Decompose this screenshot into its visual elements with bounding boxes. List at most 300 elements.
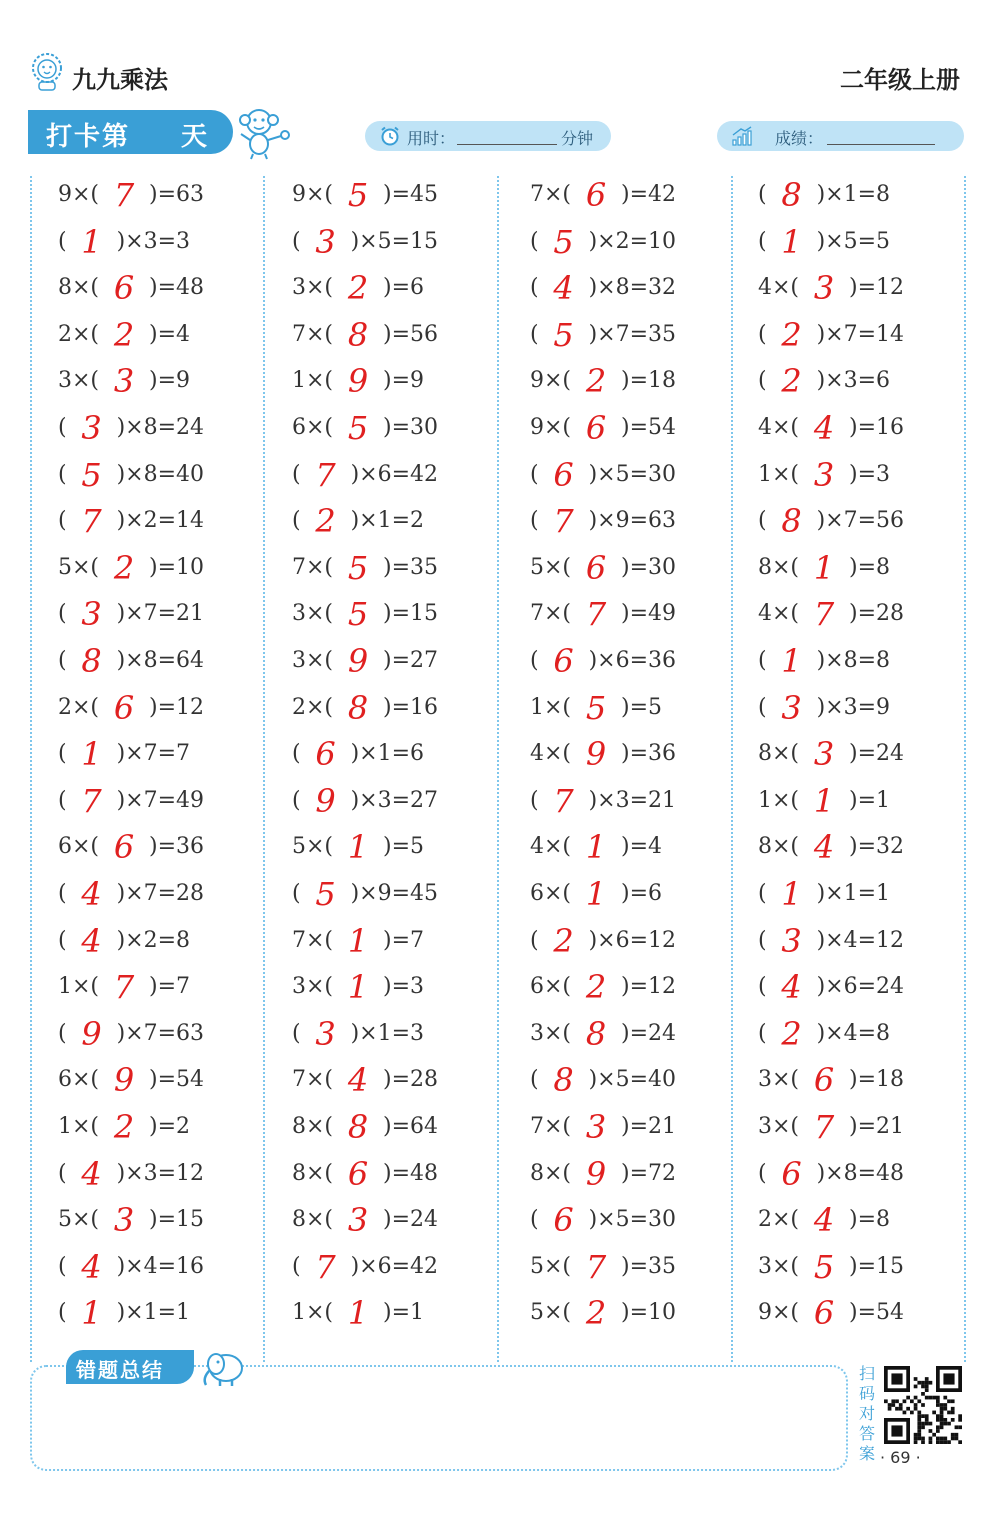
exercise-prefix: ( (58, 228, 67, 254)
exercise-prefix: 3×( (530, 1020, 572, 1046)
exercise-prefix: 8×( (292, 1160, 334, 1186)
exercise-prefix: 7×( (292, 321, 334, 347)
exercise-row (758, 778, 890, 824)
exercise-suffix: )×6=42 (350, 1253, 439, 1279)
exercise-suffix: )×4=8 (816, 1020, 891, 1046)
answer-value[interactable]: 3 (315, 1014, 336, 1053)
exercise-prefix: 8×( (758, 834, 800, 860)
exercise-row (530, 265, 676, 311)
answer-value[interactable]: 7 (113, 176, 135, 214)
exercise-row (292, 638, 438, 684)
exercise-row (58, 1244, 204, 1290)
exercise-prefix: 5×( (530, 1253, 572, 1279)
exercise-prefix: ( (292, 508, 301, 534)
exercise-row (530, 1151, 676, 1197)
bar-chart-icon (731, 126, 753, 146)
exercise-prefix: ( (58, 1253, 67, 1279)
answer-value[interactable]: 4 (813, 828, 835, 867)
exercise-prefix: 6×( (58, 834, 100, 860)
answer-value[interactable]: 8 (347, 315, 369, 354)
exercise-suffix: )=4 (149, 321, 191, 347)
answer-value[interactable]: 8 (781, 176, 802, 214)
exercise-suffix: )×7=28 (116, 881, 205, 906)
exercise-prefix: 8×( (292, 1114, 334, 1139)
answer-value[interactable]: 1 (347, 968, 369, 1007)
answer-value[interactable]: 6 (585, 409, 607, 447)
answer-value[interactable]: 5 (585, 688, 607, 727)
exercise-prefix: ( (530, 648, 539, 673)
exercise-prefix: 7×( (530, 1114, 572, 1139)
time-input-line[interactable] (457, 144, 557, 145)
exercise-suffix: )=63 (149, 182, 205, 207)
exercise-suffix: )×8=24 (116, 415, 205, 440)
exercise-row (758, 1151, 904, 1197)
exercise-suffix: )=7 (383, 927, 425, 953)
answer-value[interactable]: 7 (585, 595, 607, 634)
exercise-suffix: )=15 (149, 1207, 205, 1233)
exercise-prefix: ( (530, 787, 539, 813)
exercise-suffix: )=3 (849, 461, 891, 487)
exercise-suffix: )=8 (849, 1207, 891, 1233)
answer-value[interactable]: 4 (347, 1061, 369, 1100)
exercise-prefix: 4×( (530, 834, 572, 860)
exercise-suffix: )=48 (149, 275, 205, 301)
answer-value[interactable]: 8 (347, 688, 369, 727)
exercise-row (758, 1057, 904, 1103)
exercise-row (530, 1057, 676, 1103)
exercise-row (292, 1057, 438, 1103)
answer-value[interactable]: 1 (347, 921, 369, 960)
exercise-row (758, 1290, 904, 1336)
exercise-row (58, 312, 190, 358)
exercise-prefix: 5×( (530, 1300, 572, 1326)
answer-value[interactable]: 5 (553, 222, 574, 261)
exercise-row (292, 1244, 438, 1290)
exercise-row (758, 1244, 904, 1290)
exercise-row (58, 1151, 204, 1197)
exercise-suffix: )×8=64 (116, 648, 205, 673)
exercise-suffix: )=54 (849, 1300, 905, 1326)
exercise-suffix: )×1=8 (816, 182, 891, 207)
answer-value[interactable]: 5 (813, 1247, 835, 1286)
exercise-suffix: )×8=48 (816, 1160, 905, 1186)
answer-value[interactable]: 2 (585, 1294, 607, 1333)
exercise-prefix: 6×( (292, 415, 334, 440)
answer-value[interactable]: 3 (347, 1201, 369, 1240)
exercise-row (530, 1197, 676, 1243)
answer-value[interactable]: 8 (553, 1061, 574, 1100)
exercise-suffix: )=49 (621, 601, 677, 627)
exercise-row (58, 1197, 204, 1243)
exercise-prefix: 1×( (758, 787, 800, 813)
exercise-suffix: )×7=63 (116, 1020, 205, 1046)
exercise-prefix: ( (758, 974, 767, 1000)
answer-value[interactable]: 4 (813, 1201, 835, 1240)
exercise-suffix: )=6 (621, 881, 663, 906)
exercise-row (758, 1104, 904, 1150)
exercise-suffix: )×9=63 (588, 508, 677, 534)
exercise-row (58, 964, 190, 1010)
qr-code-icon[interactable] (880, 1366, 966, 1444)
exercise-row (530, 1011, 676, 1057)
exercise-prefix: 5×( (58, 554, 100, 580)
exercise-row (530, 824, 662, 870)
exercise-suffix: )×3=3 (116, 228, 191, 254)
answer-value[interactable]: 4 (813, 409, 835, 447)
answer-value[interactable]: 7 (113, 968, 135, 1007)
column-border-left (30, 176, 32, 1362)
exercise-row (530, 1104, 676, 1150)
exercise-row (58, 358, 190, 404)
exercise-suffix: )=3 (383, 974, 425, 1000)
exercise-prefix: 1×( (292, 1300, 334, 1326)
check-in-day-label: 天 (181, 122, 208, 152)
answer-value[interactable]: 4 (781, 968, 802, 1007)
exercise-prefix: 7×( (292, 1067, 334, 1093)
exercise-row (530, 1290, 676, 1336)
exercise-prefix: 5×( (530, 554, 572, 580)
exercise-prefix: 7×( (292, 927, 334, 953)
exercise-row (758, 964, 904, 1010)
exercise-prefix: ( (758, 1020, 767, 1046)
exercise-prefix: 1×( (58, 1114, 100, 1139)
answer-value[interactable]: 9 (585, 1154, 607, 1193)
answer-value[interactable]: 2 (315, 502, 336, 541)
exercise-prefix: 3×( (292, 275, 334, 301)
exercise-prefix: 1×( (292, 368, 334, 394)
exercise-prefix: 4×( (758, 275, 800, 301)
answer-value[interactable]: 4 (553, 269, 574, 308)
exercise-prefix: ( (530, 1207, 539, 1233)
exercise-suffix: )×9=45 (350, 881, 439, 906)
answer-value[interactable]: 8 (81, 642, 102, 680)
exercise-prefix: 2×( (58, 694, 100, 720)
answer-value[interactable]: 1 (81, 1294, 102, 1333)
exercise-row (58, 1057, 204, 1103)
answer-value[interactable]: 5 (315, 875, 336, 913)
exercise-prefix: 7×( (530, 601, 572, 627)
exercise-row (758, 824, 904, 870)
exercise-suffix: )×3=27 (350, 787, 439, 813)
answer-value[interactable]: 9 (315, 781, 336, 820)
exercise-prefix: ( (292, 787, 301, 813)
exercise-prefix: ( (58, 741, 67, 767)
exercise-suffix: )×7=21 (116, 601, 205, 627)
answer-value[interactable]: 8 (781, 502, 802, 541)
answer-value[interactable]: 2 (113, 315, 135, 354)
grade-label: 二年级上册 (840, 66, 960, 94)
exercise-row (292, 778, 438, 824)
answer-value[interactable]: 7 (315, 1247, 336, 1286)
score-field (717, 121, 964, 151)
answer-value[interactable]: 6 (113, 828, 135, 867)
exercise-prefix: 9×( (530, 368, 572, 394)
exercise-prefix: ( (292, 741, 301, 767)
exercise-suffix: )=35 (621, 1253, 677, 1279)
answer-value[interactable]: 6 (113, 269, 135, 308)
answer-value[interactable]: 3 (813, 269, 835, 308)
exercise-suffix: )=30 (383, 415, 439, 440)
exercise-suffix: )=72 (621, 1160, 677, 1186)
score-input-line[interactable] (827, 144, 935, 145)
exercise-suffix: )=32 (849, 834, 905, 860)
exercise-suffix: )×1=1 (116, 1300, 191, 1326)
exercise-suffix: )×5=30 (588, 461, 677, 487)
exercise-row (58, 498, 204, 544)
exercise-prefix: ( (758, 1160, 767, 1186)
answer-value[interactable]: 2 (113, 548, 135, 587)
page-header (30, 50, 970, 100)
answer-value[interactable]: 5 (347, 176, 369, 214)
answer-value[interactable]: 7 (81, 502, 102, 541)
answer-value[interactable]: 3 (813, 455, 835, 494)
answer-value[interactable]: 4 (81, 921, 102, 960)
column-divider-3 (731, 176, 733, 1362)
answer-value[interactable]: 2 (347, 269, 369, 308)
exercise-suffix: )×5=30 (588, 1207, 677, 1233)
exercise-row (758, 545, 890, 591)
exercise-suffix: )=54 (621, 415, 677, 440)
answer-value[interactable]: 9 (113, 1061, 135, 1100)
column-divider-2 (497, 176, 499, 1362)
answer-value[interactable]: 1 (81, 735, 102, 774)
answer-value[interactable]: 7 (553, 502, 574, 541)
answer-value[interactable]: 8 (347, 1108, 369, 1146)
exercise-suffix: )×7=49 (116, 787, 205, 813)
exercise-suffix: )=1 (383, 1300, 425, 1326)
exercise-row (530, 358, 676, 404)
exercise-suffix: )=15 (383, 601, 439, 627)
exercise-prefix: 7×( (530, 182, 572, 207)
exercise-suffix: )×1=1 (816, 881, 891, 906)
exercise-row (58, 638, 204, 684)
exercise-suffix: )×3=21 (588, 787, 677, 813)
answer-value[interactable]: 2 (113, 1108, 135, 1146)
check-in-label: 打卡第 (46, 122, 131, 152)
answer-value[interactable]: 6 (113, 688, 135, 727)
exercise-prefix: 2×( (758, 1207, 800, 1233)
exercise-prefix: ( (58, 461, 67, 487)
exercise-prefix: 4×( (758, 415, 800, 440)
answer-value[interactable]: 9 (81, 1014, 102, 1053)
exercise-row (58, 1104, 190, 1150)
answer-value[interactable]: 9 (585, 735, 607, 774)
exercise-suffix: )=24 (621, 1020, 677, 1046)
answer-value[interactable]: 7 (813, 1108, 835, 1146)
answer-value[interactable]: 6 (553, 1201, 574, 1240)
answer-value[interactable]: 1 (347, 1294, 369, 1333)
answer-value[interactable]: 5 (81, 455, 102, 494)
exercise-row (292, 685, 438, 731)
answer-value[interactable]: 7 (585, 1247, 607, 1286)
exercise-suffix: )=64 (383, 1114, 439, 1139)
exercise-suffix: )×6=24 (816, 974, 905, 1000)
exercise-prefix: 3×( (758, 1253, 800, 1279)
exercise-row (58, 265, 204, 311)
answer-value[interactable]: 2 (585, 362, 607, 401)
answer-value[interactable]: 2 (781, 1014, 802, 1053)
exercise-prefix: 5×( (58, 1207, 100, 1233)
time-field (365, 121, 611, 151)
answer-value[interactable]: 3 (315, 222, 336, 261)
exercise-suffix: )×6=36 (588, 648, 677, 673)
exercise-row (530, 685, 662, 731)
answer-value[interactable]: 4 (81, 1154, 102, 1193)
answer-value[interactable]: 2 (553, 921, 574, 960)
answer-value[interactable]: 1 (585, 875, 607, 913)
exercise-suffix: )=45 (383, 182, 439, 207)
answer-value[interactable]: 1 (347, 828, 369, 867)
exercise-suffix: )×5=15 (350, 228, 439, 254)
exercise-suffix: )×6=12 (588, 927, 677, 953)
exercise-prefix: ( (292, 1020, 301, 1046)
answer-value[interactable]: 2 (781, 315, 802, 354)
answer-value[interactable]: 3 (113, 362, 135, 401)
exercise-prefix: ( (292, 461, 301, 487)
answer-value[interactable]: 5 (347, 595, 369, 634)
exercise-suffix: )=36 (149, 834, 205, 860)
exercise-row (758, 172, 890, 218)
exercise-prefix: 2×( (58, 321, 100, 347)
exercise-prefix: ( (292, 881, 301, 906)
exercise-row (530, 405, 676, 451)
answer-value[interactable]: 6 (813, 1294, 835, 1333)
answer-value[interactable]: 6 (585, 548, 607, 587)
answer-value[interactable]: 7 (813, 595, 835, 634)
exercise-suffix: )=21 (849, 1114, 905, 1139)
answer-value[interactable]: 9 (347, 362, 369, 401)
exercise-prefix: ( (758, 182, 767, 207)
answer-value[interactable]: 1 (781, 875, 802, 913)
exercise-prefix: 9×( (758, 1300, 800, 1326)
answer-value[interactable]: 1 (781, 222, 802, 261)
exercise-prefix: ( (758, 694, 767, 720)
exercise-suffix: )=2 (149, 1114, 191, 1139)
exercise-suffix: )×8=40 (116, 461, 205, 487)
answer-value[interactable]: 2 (585, 968, 607, 1007)
exercise-row (58, 545, 204, 591)
exercise-suffix: )×2=14 (116, 508, 205, 534)
answer-value[interactable]: 5 (347, 548, 369, 587)
exercise-row (292, 824, 424, 870)
answer-value[interactable]: 5 (347, 409, 369, 447)
exercise-row (758, 731, 904, 777)
exercise-suffix: )×1=2 (350, 508, 425, 534)
answer-value[interactable]: 6 (553, 455, 574, 494)
exercise-row (530, 452, 676, 498)
exercise-suffix: )=21 (621, 1114, 677, 1139)
exercise-row (58, 172, 204, 218)
answer-value[interactable]: 3 (81, 409, 102, 447)
exercise-row (58, 405, 204, 451)
exercise-suffix: )×7=14 (816, 321, 905, 347)
exercise-row (758, 1011, 890, 1057)
answer-value[interactable]: 3 (813, 735, 835, 774)
answer-value[interactable]: 9 (347, 642, 369, 680)
exercise-suffix: )=9 (149, 368, 191, 394)
exercise-prefix: 6×( (530, 881, 572, 906)
answer-value[interactable]: 6 (585, 176, 607, 214)
exercise-suffix: )=1 (849, 787, 891, 813)
exercise-suffix: )×7=35 (588, 321, 677, 347)
time-unit: 分钟 (561, 129, 594, 148)
elephant-mascot-icon (198, 1348, 252, 1388)
exercise-row (758, 358, 890, 404)
exercise-prefix: 2×( (292, 694, 334, 720)
exercise-suffix: )=56 (383, 321, 439, 347)
exercise-suffix: )=30 (621, 554, 677, 580)
answer-value[interactable]: 3 (781, 688, 802, 727)
exercise-suffix: )×4=16 (116, 1253, 205, 1279)
exercise-row (58, 219, 190, 265)
exercise-suffix: )=6 (383, 275, 425, 301)
answer-value[interactable]: 8 (585, 1014, 607, 1053)
exercise-suffix: )×8=8 (816, 648, 891, 673)
answer-value[interactable]: 4 (81, 875, 102, 913)
exercise-prefix: ( (58, 415, 67, 440)
exercise-suffix: )×2=8 (116, 927, 191, 953)
answer-value[interactable]: 1 (781, 642, 802, 680)
exercise-prefix: ( (58, 787, 67, 813)
exercise-row (58, 731, 190, 777)
answer-value[interactable]: 1 (585, 828, 607, 867)
exercise-suffix: )=35 (383, 554, 439, 580)
answer-value[interactable]: 2 (781, 362, 802, 401)
exercise-row (530, 964, 676, 1010)
answer-value[interactable]: 6 (315, 735, 336, 774)
exercise-prefix: ( (58, 601, 67, 627)
answer-value[interactable]: 4 (81, 1247, 102, 1286)
exercise-row (292, 591, 438, 637)
answer-value[interactable]: 3 (585, 1108, 607, 1146)
answer-value[interactable]: 7 (553, 781, 574, 820)
exercise-suffix: )=24 (383, 1207, 439, 1233)
exercise-row (758, 871, 890, 917)
exercise-row (758, 219, 890, 265)
exercise-row (530, 1244, 676, 1290)
exercise-suffix: )=8 (849, 554, 891, 580)
exercise-suffix: )×3=12 (116, 1160, 205, 1186)
exercise-prefix: ( (530, 1067, 539, 1093)
check-in-banner (28, 110, 233, 154)
exercise-suffix: )=42 (621, 182, 677, 207)
answer-value[interactable]: 3 (113, 1201, 135, 1240)
answer-value[interactable]: 1 (813, 548, 835, 587)
exercise-prefix: ( (758, 321, 767, 347)
answer-value[interactable]: 6 (813, 1061, 835, 1100)
answer-value[interactable]: 5 (553, 315, 574, 354)
exercise-row (530, 545, 676, 591)
answer-value[interactable]: 1 (813, 781, 835, 820)
exercise-prefix: 4×( (758, 601, 800, 627)
answer-value[interactable]: 7 (81, 781, 102, 820)
answer-value[interactable]: 7 (315, 455, 336, 494)
exercise-row (530, 498, 676, 544)
exercise-suffix: )=5 (621, 694, 663, 720)
exercise-prefix: ( (58, 1160, 67, 1186)
exercise-row (758, 918, 904, 964)
answer-value[interactable]: 6 (347, 1154, 369, 1193)
answer-value[interactable]: 6 (781, 1154, 802, 1193)
exercise-row (58, 778, 204, 824)
answer-value[interactable]: 1 (81, 222, 102, 261)
answer-value[interactable]: 6 (553, 642, 574, 680)
exercise-row (292, 498, 424, 544)
answer-value[interactable]: 3 (81, 595, 102, 634)
exercise-row (292, 1104, 438, 1150)
answer-value[interactable]: 3 (781, 921, 802, 960)
exercise-prefix: 3×( (292, 974, 334, 1000)
